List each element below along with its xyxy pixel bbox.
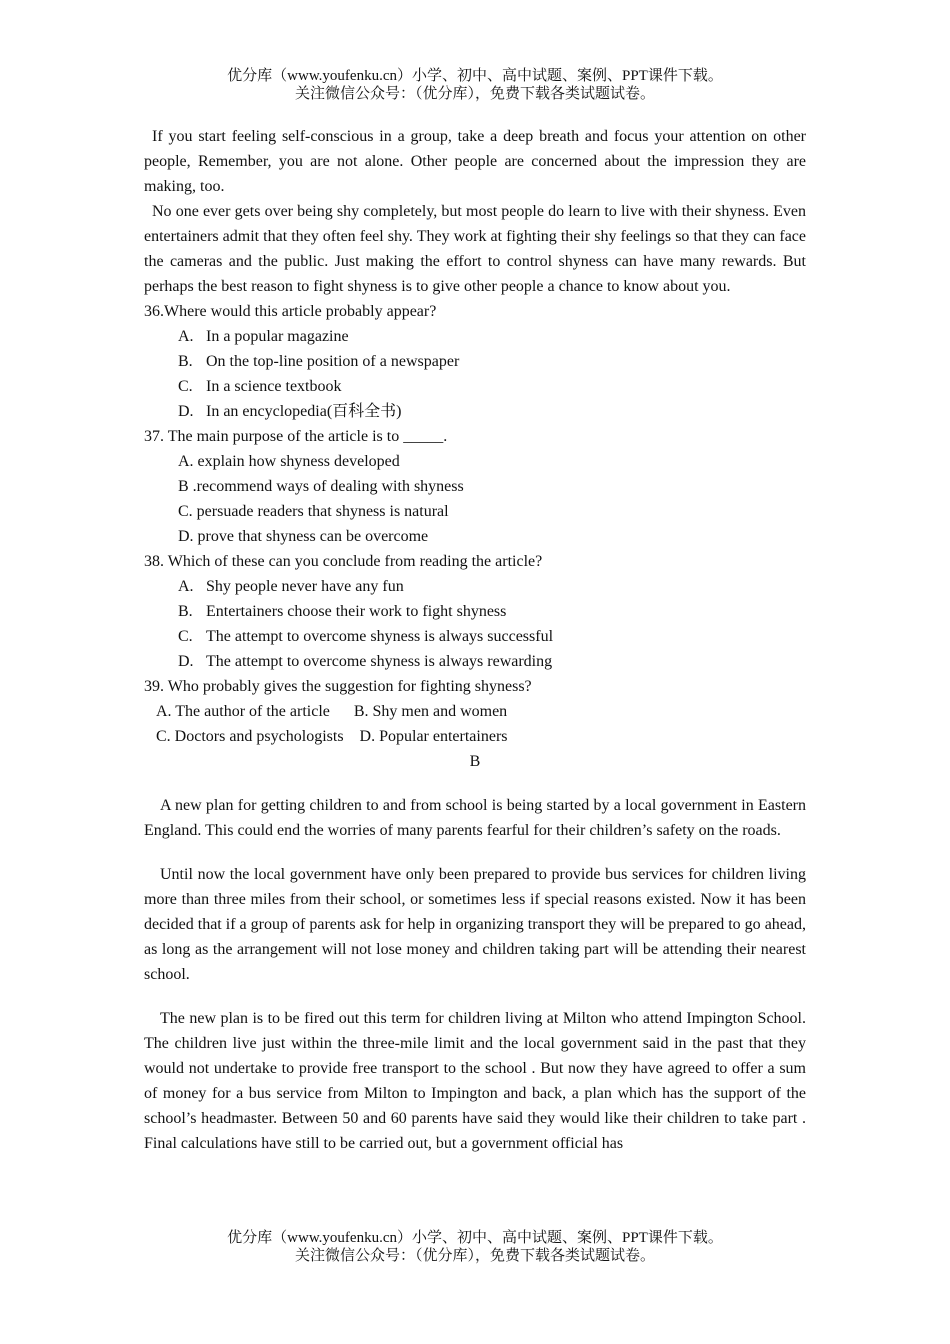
question-38-stem: 38. Which of these can you conclude from reading the article?	[144, 553, 543, 570]
section-b-heading: B	[469, 753, 481, 770]
question-39-stem: 39. Who probably gives the suggestion for fighting shyness?	[144, 678, 532, 695]
option-text: In an encyclopedia(百科全书)	[206, 403, 402, 420]
option-label: C.	[178, 378, 193, 395]
option-text: The attempt to overcome shyness is always successful	[206, 628, 554, 645]
footer-line-2: 关注微信公众号：（优分库），免费下载各类试题试卷。	[294, 1248, 655, 1264]
question-39-options-row-1: A. The author of the article B. Shy men and women	[156, 703, 508, 720]
passage-a-paragraph-1: If you start feeling self-conscious in a group, take a deep breath and focus your attention on other people, Remember, you are not alone. Other people are concerned about the impression they are making, too.	[144, 128, 806, 195]
page-header	[0, 67, 950, 103]
question-38-option-a	[144, 574, 806, 599]
option-label: A.	[178, 328, 194, 345]
question-36-option-d	[144, 399, 806, 424]
option-text: On the top-line position of a newspaper	[206, 353, 460, 370]
question-38-option-c	[144, 624, 806, 649]
option-text: Shy people never have any fun	[206, 578, 404, 595]
option-text: In a popular magazine	[206, 328, 349, 345]
question-38-option-d	[144, 649, 806, 674]
option-text: Entertainers choose their work to fight shyness	[206, 603, 507, 620]
section-b-paragraph-3: The new plan is to be fired out this term for children living at Milton who attend Impington School. The children live just within the three-mile limit and the local government said in the past that they would not undertake to provide free transport to the school . But now they have agreed to offer a sum of money for a bus service from Milton to Impington and back, a plan which has the support of the school’s headmaster. Between 50 and 60 parents have said they would like their children to take part . Final calculations have still to be carried out, but a government official has	[144, 1010, 806, 1152]
question-36-stem: 36.Where would this article probably appear?	[144, 303, 437, 320]
option-text: In a science textbook	[206, 378, 342, 395]
question-37-option-d: D. prove that shyness can be overcome	[178, 528, 429, 545]
question-37-stem: 37. The main purpose of the article is to _____.	[144, 428, 448, 445]
section-b-paragraph-2: Until now the local government have only been prepared to provide bus services for children living more than three miles from their school, or sometimes less if special reasons existed. Now it has been decided that if a group of parents ask for help in organizing transport they will be prepared to go ahead, as long as the arrangement will not lose money and children taking part will be attending their nearest school.	[144, 866, 806, 983]
option-label: A.	[178, 578, 194, 595]
option-label: B.	[178, 603, 193, 620]
section-b-paragraph-1: A new plan for getting children to and from school is being started by a local government in Eastern England. This could end the worries of many parents fearful for their children’s safety on the roads.	[144, 797, 806, 839]
option-label: B.	[178, 353, 193, 370]
page-footer	[0, 1229, 950, 1265]
question-38-option-b	[144, 599, 806, 624]
footer-line-1: 优分库（www.youfenku.cn）小学、初中、高中试题、案例、PPT课件下载。	[227, 1230, 723, 1246]
question-36-option-c	[144, 374, 806, 399]
option-label: D.	[178, 653, 194, 670]
question-36-option-a	[144, 324, 806, 349]
option-label: D.	[178, 403, 194, 420]
passage-a-paragraph-2: No one ever gets over being shy completely, but most people do learn to live with their shyness. Even entertainers admit that they often feel shy. They work at fighting their shy feelings so that they can face the cameras and the public. Just making the effort to control shyness can have many rewards. But perhaps the best reason to fight shyness is to give other people a chance to know about you.	[144, 203, 806, 295]
header-line-1: 优分库（www.youfenku.cn）小学、初中、高中试题、案例、PPT课件下载。	[227, 68, 723, 84]
question-36-option-b	[144, 349, 806, 374]
option-label: C.	[178, 628, 193, 645]
header-line-2: 关注微信公众号：（优分库），免费下载各类试题试卷。	[294, 86, 655, 102]
question-39-options-row-2: C. Doctors and psychologists D. Popular entertainers	[156, 728, 508, 745]
question-37-option-a: A. explain how shyness developed	[178, 453, 400, 470]
option-text: The attempt to overcome shyness is always rewarding	[206, 653, 553, 670]
question-37-option-b: B .recommend ways of dealing with shyness	[178, 478, 464, 495]
question-37-option-c: C. persuade readers that shyness is natural	[178, 503, 449, 520]
document-body	[144, 124, 806, 1156]
